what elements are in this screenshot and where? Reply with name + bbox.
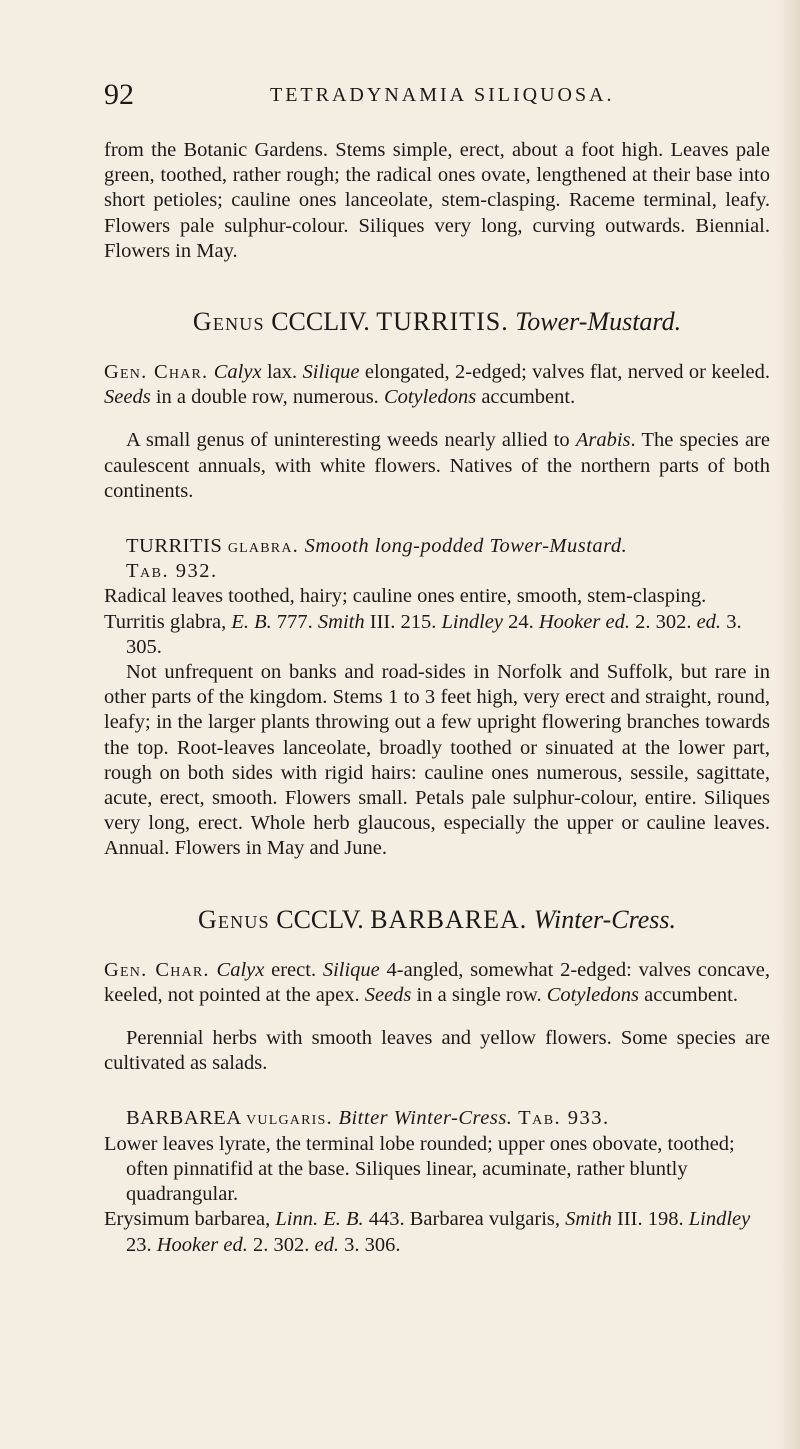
syn-text: Turritis glabra,: [104, 610, 232, 633]
species-epithet: vulgaris.: [246, 1107, 333, 1130]
syn-ref-lindley: Lindley: [688, 1208, 751, 1231]
genus-common-name: Tower-Mustard.: [515, 307, 682, 337]
syn-text: 777.: [271, 610, 318, 633]
genus-prefix: Genus: [192, 307, 265, 337]
generic-character-barbarea: [104, 958, 770, 1008]
syn-ref-ed: ed.: [696, 610, 722, 633]
page-body: [104, 138, 770, 1258]
genus-prefix: Genus: [197, 904, 270, 934]
page-number: 92: [104, 78, 134, 111]
syn-ref-eb: E. B.: [323, 1208, 364, 1231]
term-silique: Silique: [322, 958, 380, 981]
term-calyx: Calyx: [216, 958, 265, 981]
genus-heading-turritis: [104, 306, 770, 338]
syn-ref-smith: Smith: [565, 1208, 612, 1231]
gen-char-label: Gen. Char.: [104, 361, 209, 384]
species-common-name: Bitter Winter-Cress.: [338, 1107, 513, 1130]
term-cotyledons: Cotyledons: [546, 983, 639, 1006]
syn-ref-eb: E. B.: [231, 610, 272, 633]
syn-ref-hooker: Hooker ed.: [156, 1233, 248, 1256]
genus-description-barbarea: Perennial herbs with smooth leaves and yellow flowers. Some species are cultivated as salads.: [104, 1027, 770, 1075]
species-heading-barbarea-vulgaris: [104, 1106, 770, 1131]
running-title: TETRADYNAMIA SILIQUOSA.: [270, 84, 615, 106]
species-diagnosis: Radical leaves toothed, hairy; cauline ones entire, smooth, stem-clasping.: [104, 585, 707, 608]
genus-name: TURRITIS.: [376, 307, 509, 337]
genus-number: CCCLV.: [276, 904, 364, 934]
term-seeds: Seeds: [364, 983, 412, 1006]
page-header: [104, 78, 724, 112]
species-diagnosis: Lower leaves lyrate, the terminal lobe rounded; upper ones obovate, toothed; often pinnatifid at the base. Siliques linear, acuminate, rather bluntly quadrangular.: [104, 1132, 735, 1206]
plate-reference: Tab. 932.: [126, 560, 218, 583]
syn-text: 2. 302.: [247, 1233, 315, 1256]
term-seeds: Seeds: [104, 386, 151, 409]
syn-text: Erysimum barbarea,: [104, 1208, 276, 1231]
syn-text: 24.: [502, 610, 539, 633]
genus-ref-arabis: Arabis: [575, 429, 631, 452]
generic-character-turritis: [104, 360, 770, 410]
genus-common-name: Winter-Cress.: [533, 904, 677, 934]
genus-heading-barbarea: [104, 904, 770, 936]
gen-char-label: Gen. Char.: [104, 958, 210, 981]
syn-text: 443. Barbarea vulgaris,: [363, 1208, 566, 1231]
syn-text: III. 215.: [364, 610, 442, 633]
syn-ref-ed: ed.: [314, 1233, 339, 1256]
species-epithet: glabra.: [227, 535, 299, 558]
gen-char-text: accumbent.: [638, 983, 739, 1006]
syn-text: 3. 305.: [126, 610, 742, 658]
plate-reference: Tab. 933.: [518, 1107, 610, 1130]
species-common-name: Smooth long-podded Tower-Mustard.: [304, 535, 628, 558]
syn-text: III. 198.: [611, 1208, 689, 1231]
syn-text: 2. 302.: [629, 610, 697, 633]
syn-text: 23.: [126, 1233, 157, 1256]
gen-char-text: 4-angled, somewhat 2-edged: valves concave, keeled, not pointed at the apex.: [104, 958, 770, 1006]
term-cotyledons: Cotyledons: [383, 386, 477, 409]
gen-char-text: in a double row, numerous.: [150, 386, 384, 409]
genus-number: CCCLIV.: [271, 307, 370, 337]
gen-char-text: erect.: [264, 958, 323, 981]
syn-ref-lindley: Lindley: [441, 610, 503, 633]
species-genus: BARBAREA: [126, 1107, 241, 1130]
syn-ref-linn: Linn.: [275, 1208, 319, 1231]
continuation-paragraph: from the Botanic Gardens. Stems simple, erect, about a foot high. Leaves pale green, toothed, rather rough; the radical ones ovate, lengthened at their base into short petioles; cauline ones lanceolate, stem-clasping. Raceme terminal, leafy. Flowers pale sulphur-colour. Siliques very long, curving outwards. Biennial. Flowers in May.: [104, 139, 770, 262]
genus-desc-text: . The species are caulescent annuals, with white flowers. Natives of the northern parts of both continents.: [104, 429, 770, 502]
species-heading-turritis-glabra: [104, 534, 770, 584]
syn-text: 3. 306.: [338, 1233, 401, 1256]
species-genus: TURRITIS: [126, 535, 223, 558]
gen-char-text: lax.: [261, 361, 303, 384]
genus-description-turritis: [104, 428, 770, 504]
syn-ref-smith: Smith: [317, 610, 365, 633]
genus-name: BARBAREA.: [370, 904, 528, 934]
term-silique: Silique: [302, 361, 360, 384]
species-synonymy: [104, 1207, 770, 1257]
species-description: Not unfrequent on banks and road-sides in Norfolk and Suffolk, but rare in other parts of the kingdom. Stems 1 to 3 feet high, very erect and straight, round, leafy; in the larger plants throwing out a few upright flowering branches towards the top. Root-leaves lanceolate, broadly toothed or sinuated at the lower part, rough on both sides with rigid hairs: cauline ones numerous, sessile, sagittate, acute, erect, smooth. Flowers small. Petals pale sulphur-colour, entire. Siliques very long, erect. Whole herb glaucous, especially the upper or cauline leaves. Annual. Flowers in May and June.: [104, 661, 770, 860]
term-calyx: Calyx: [213, 361, 262, 384]
page-edge-shadow: [778, 0, 800, 1449]
gen-char-text: accumbent.: [476, 386, 576, 409]
gen-char-text: elongated, 2-edged; valves flat, nerved or keeled.: [359, 361, 770, 384]
gen-char-text: in a single row.: [411, 983, 547, 1006]
syn-ref-hooker: Hooker ed.: [538, 610, 630, 633]
genus-desc-text: A small genus of uninteresting weeds nearly allied to: [126, 429, 576, 452]
species-synonymy: [104, 610, 770, 660]
